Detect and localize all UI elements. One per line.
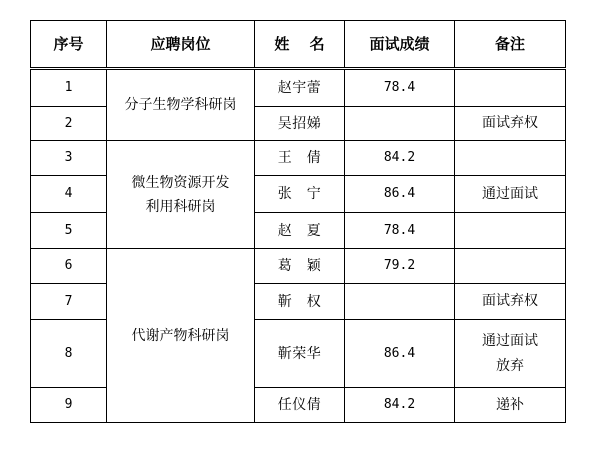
remarks-cell [455, 69, 566, 107]
remark-line: 通过面试 [482, 332, 538, 349]
table-row [31, 141, 566, 176]
interview-score: 78.4 [345, 213, 455, 249]
row-index: 9 [31, 388, 107, 423]
header-index: 序号 [31, 21, 107, 69]
table-row [31, 69, 566, 107]
position-cell [107, 69, 255, 141]
interview-score [345, 107, 455, 141]
header-name: 姓 名 [255, 21, 345, 69]
remarks-cell [455, 320, 566, 388]
remarks-cell [455, 388, 566, 423]
interview-score [345, 284, 455, 320]
remark-line: 递补 [496, 396, 524, 413]
position-cell [107, 141, 255, 249]
candidate-name: 赵宇蕾 [255, 69, 345, 107]
interview-score: 86.4 [345, 320, 455, 388]
interview-score: 78.4 [345, 69, 455, 107]
interview-score: 79.2 [345, 249, 455, 284]
remarks-cell [455, 213, 566, 249]
interview-score: 84.2 [345, 141, 455, 176]
remark-line: 面试弃权 [482, 115, 538, 131]
position-line: 分子生物学科研岗 [124, 97, 237, 113]
header-remarks: 备注 [455, 21, 566, 69]
candidate-name: 吴招娣 [255, 107, 345, 141]
remark-line: 通过面试 [482, 185, 538, 202]
candidate-name: 靳 权 [255, 284, 345, 320]
candidate-name: 赵 夏 [255, 213, 345, 249]
remarks-cell [455, 141, 566, 176]
interview-score: 86.4 [345, 176, 455, 213]
row-index: 5 [31, 213, 107, 249]
candidate-name: 张 宁 [255, 176, 345, 213]
candidate-name: 靳荣华 [255, 320, 345, 388]
table-row [31, 249, 566, 284]
position-line: 代谢产物科研岗 [131, 327, 230, 344]
row-index: 1 [31, 69, 107, 107]
remarks-cell [455, 284, 566, 320]
row-index: 4 [31, 176, 107, 213]
row-index: 6 [31, 249, 107, 284]
interview-results-table [30, 20, 566, 423]
remarks-cell [455, 249, 566, 284]
row-index: 8 [31, 320, 107, 388]
remarks-cell [455, 176, 566, 213]
header-position: 应聘岗位 [107, 21, 255, 69]
position-line: 利用科研岗 [145, 198, 216, 215]
row-index: 2 [31, 107, 107, 141]
row-index: 3 [31, 141, 107, 176]
remarks-cell [455, 107, 566, 141]
interview-score: 84.2 [345, 388, 455, 423]
position-line: 微生物资源开发 [131, 174, 230, 191]
position-cell [107, 249, 255, 423]
remark-line: 放弃 [496, 357, 524, 374]
candidate-name: 任仪倩 [255, 388, 345, 423]
header-score: 面试成绩 [345, 21, 455, 69]
header-row [31, 21, 566, 69]
remark-line: 面试弃权 [482, 293, 538, 309]
candidate-name: 葛 颖 [255, 249, 345, 284]
row-index: 7 [31, 284, 107, 320]
candidate-name: 王 倩 [255, 141, 345, 176]
